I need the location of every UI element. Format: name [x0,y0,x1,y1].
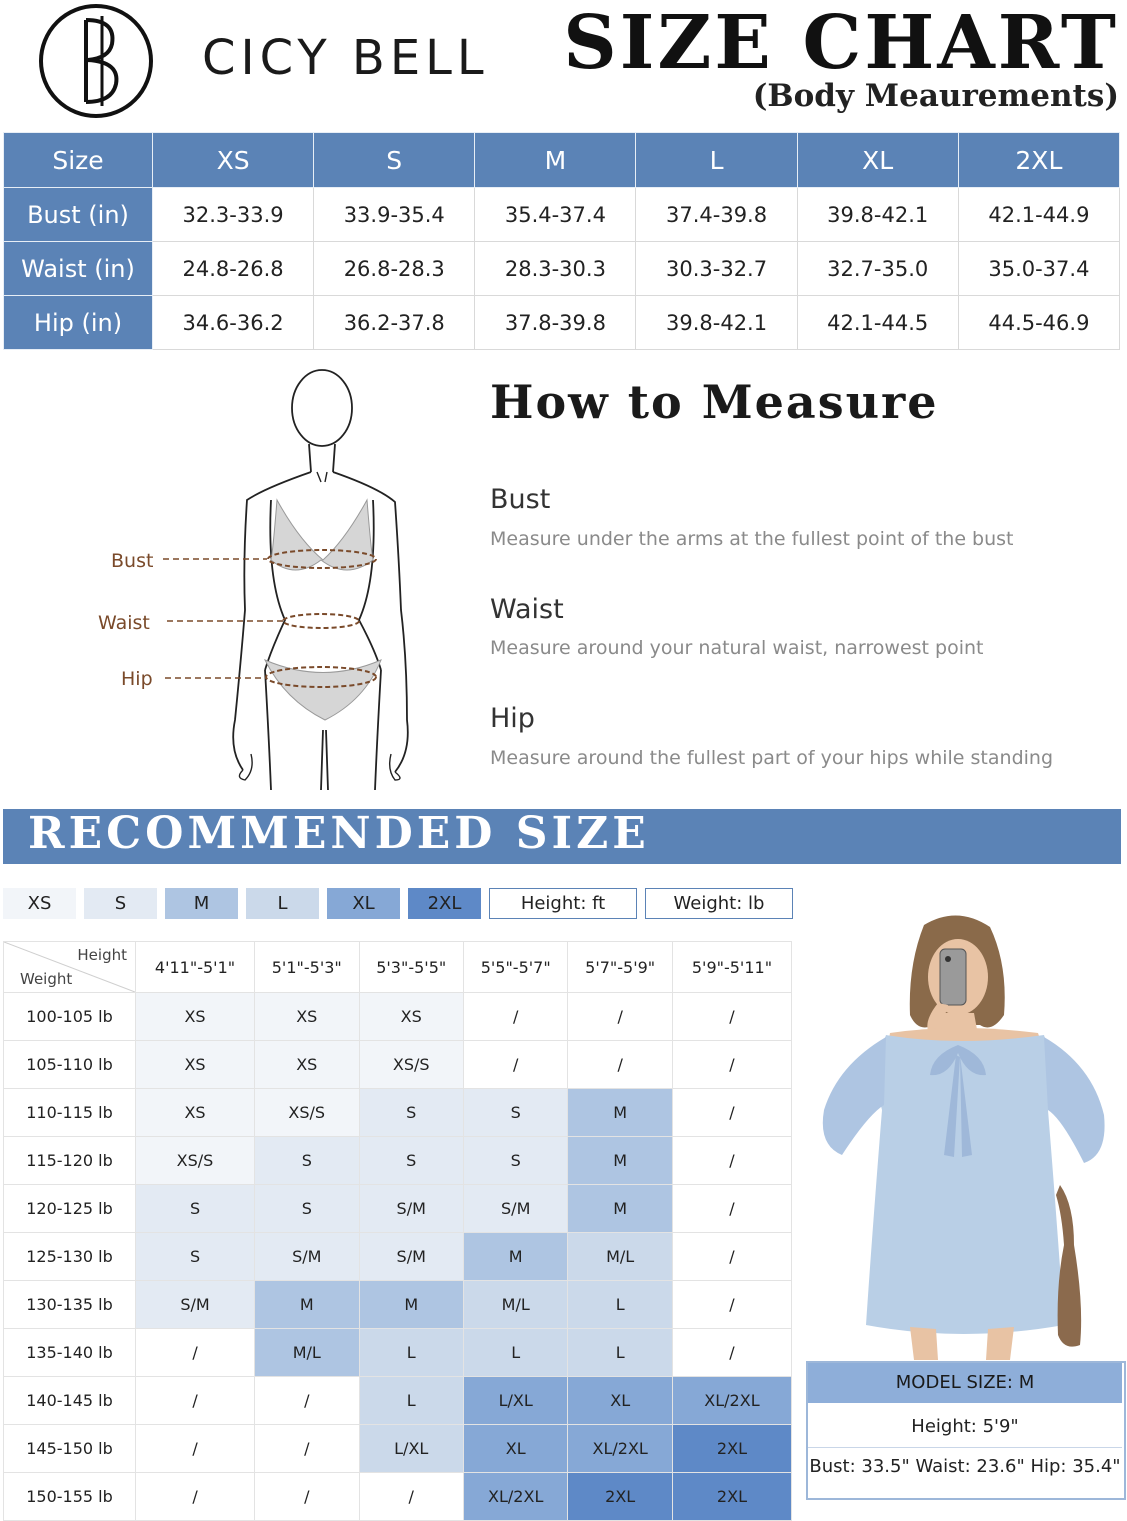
table-cell: 32.7-35.0 [797,242,958,296]
table-cell: 44.5-46.9 [958,296,1119,350]
rec-header-row [4,942,792,993]
size-header-xl: XL [797,133,958,188]
table-cell: / [255,1377,359,1425]
table-cell: L/XL [359,1425,463,1473]
table-cell: S [359,1089,463,1137]
table-cell: M/L [568,1233,672,1281]
table-row [4,1185,792,1233]
table-row [4,993,792,1041]
table-cell: / [463,1041,567,1089]
table-cell: L [359,1377,463,1425]
size-table-header-row [4,133,1120,188]
table-cell: / [672,1329,791,1377]
table-cell: / [672,1137,791,1185]
table-cell: / [136,1473,255,1521]
weight-label: 115-120 lb [4,1137,136,1185]
table-row [4,1473,792,1521]
table-cell: M [359,1281,463,1329]
measure-hip-heading: Hip [490,703,535,734]
table-cell: 30.3-32.7 [636,242,797,296]
table-cell: L [568,1281,672,1329]
table-cell: 42.1-44.9 [958,188,1119,242]
table-row [4,1233,792,1281]
table-cell: 28.3-30.3 [475,242,636,296]
legend-m: M [165,888,238,919]
table-cell: S/M [463,1185,567,1233]
table-row [4,1425,792,1473]
table-cell: / [463,993,567,1041]
rec-corner-cell [4,942,136,993]
weight-label: 135-140 lb [4,1329,136,1377]
table-row [4,1089,792,1137]
table-cell: S/M [255,1233,359,1281]
brand-name: CICY BELL [202,30,489,86]
size-table-row-bust [4,188,1120,242]
table-cell: 26.8-28.3 [314,242,475,296]
height-header: 4'11"-5'1" [136,942,255,993]
height-header: 5'3"-5'5" [359,942,463,993]
table-cell: / [136,1329,255,1377]
measure-waist-heading: Waist [490,594,564,625]
table-cell: / [672,1185,791,1233]
table-cell: XS [136,1089,255,1137]
table-cell: / [136,1425,255,1473]
figure-label-waist: Waist [98,612,150,634]
table-cell: XS [136,1041,255,1089]
table-cell: 39.8-42.1 [797,188,958,242]
model-size-title: MODEL SIZE: M [808,1363,1122,1403]
table-cell: M [255,1281,359,1329]
figure-label-hip: Hip [121,668,153,690]
table-cell: XS [255,993,359,1041]
brand-logo-icon [36,2,158,120]
weight-label: 130-135 lb [4,1281,136,1329]
size-header-s: S [314,133,475,188]
table-cell: L [463,1329,567,1377]
table-cell: S [136,1233,255,1281]
table-cell: 34.6-36.2 [153,296,314,350]
table-cell: 39.8-42.1 [636,296,797,350]
table-cell: / [136,1377,255,1425]
table-cell: 2XL [672,1425,791,1473]
recommended-title: RECOMMENDED SIZE [28,808,650,859]
height-header: 5'5"-5'7" [463,942,567,993]
table-cell: M [568,1137,672,1185]
table-cell: S/M [136,1281,255,1329]
legend-xl: XL [327,888,400,919]
table-row [4,1281,792,1329]
table-cell: / [672,1041,791,1089]
table-cell: XS/S [136,1137,255,1185]
measure-bust-heading: Bust [490,484,551,515]
table-cell: S [255,1137,359,1185]
table-row [4,1377,792,1425]
table-cell: / [568,993,672,1041]
table-cell: 35.0-37.4 [958,242,1119,296]
table-cell: 2XL [568,1473,672,1521]
body-measurement-figure [95,360,425,790]
rec-corner-height: Height [77,946,127,964]
table-cell: S [255,1185,359,1233]
table-cell: M/L [255,1329,359,1377]
rec-corner-weight: Weight [20,970,73,988]
table-cell: / [359,1473,463,1521]
table-cell: / [672,1089,791,1137]
table-cell: 42.1-44.5 [797,296,958,350]
table-cell: S [463,1089,567,1137]
height-header: 5'7"-5'9" [568,942,672,993]
table-cell: / [672,993,791,1041]
weight-label: 105-110 lb [4,1041,136,1089]
measure-waist-desc: Measure around your natural waist, narrowest point [490,637,984,659]
size-table-row-waist [4,242,1120,296]
row-label-bust: Bust (in) [4,188,153,242]
table-cell: M [568,1185,672,1233]
table-cell: XS [136,993,255,1041]
table-cell: S/M [359,1233,463,1281]
table-row [4,1041,792,1089]
table-cell: 37.4-39.8 [636,188,797,242]
table-cell: / [255,1473,359,1521]
legend-xs: XS [3,888,76,919]
table-cell: L/XL [463,1377,567,1425]
table-cell: S [359,1137,463,1185]
table-cell: M [568,1089,672,1137]
row-label-waist: Waist (in) [4,242,153,296]
table-cell: M/L [463,1281,567,1329]
size-table-row-hip [4,296,1120,350]
legend-2xl: 2XL [408,888,481,919]
height-header: 5'9"-5'11" [672,942,791,993]
measure-hip-desc: Measure around the fullest part of your hips while standing [490,747,1054,769]
legend-s: S [84,888,157,919]
height-header: 5'1"-5'3" [255,942,359,993]
table-cell: XS/S [359,1041,463,1089]
measure-bust-desc: Measure under the arms at the fullest point of the bust [490,528,1014,550]
size-header-2xl: 2XL [958,133,1119,188]
model-divider [808,1447,1122,1448]
table-cell: XL/2XL [568,1425,672,1473]
model-measurements: Bust: 33.5" Waist: 23.6" Hip: 35.4" [809,1456,1121,1477]
table-cell: 33.9-35.4 [314,188,475,242]
weight-label: 145-150 lb [4,1425,136,1473]
figure-label-bust: Bust [111,550,154,572]
table-row [4,1329,792,1377]
table-row [4,1137,792,1185]
table-cell: L [568,1329,672,1377]
table-cell: / [568,1041,672,1089]
table-cell: XS [359,993,463,1041]
size-table-corner: Size [4,133,153,188]
weight-label: 100-105 lb [4,993,136,1041]
table-cell: S [463,1137,567,1185]
table-cell: 37.8-39.8 [475,296,636,350]
table-cell: XS/S [255,1089,359,1137]
size-header-m: M [475,133,636,188]
table-cell: 2XL [672,1473,791,1521]
model-photo [812,905,1112,1360]
weight-label: 150-155 lb [4,1473,136,1521]
page-subtitle: (Body Meaurements) [752,78,1119,114]
legend-weight-unit: Weight: lb [645,888,793,919]
table-cell: XL/2XL [672,1377,791,1425]
table-cell: / [672,1281,791,1329]
table-cell: 32.3-33.9 [153,188,314,242]
weight-label: 120-125 lb [4,1185,136,1233]
recommended-size-table [3,941,792,1521]
model-height: Height: 5'9" [911,1416,1019,1437]
legend-height-unit: Height: ft [489,888,637,919]
table-cell: M [463,1233,567,1281]
weight-label: 110-115 lb [4,1089,136,1137]
size-header-xs: XS [153,133,314,188]
weight-label: 140-145 lb [4,1377,136,1425]
how-to-measure-title: How to Measure [490,375,939,429]
table-cell: / [255,1425,359,1473]
table-cell: 24.8-26.8 [153,242,314,296]
table-cell: XL [568,1377,672,1425]
table-cell: / [672,1233,791,1281]
table-cell: XS [255,1041,359,1089]
table-cell: L [359,1329,463,1377]
page-title: SIZE CHART [563,0,1119,86]
table-cell: XL/2XL [463,1473,567,1521]
weight-label: 125-130 lb [4,1233,136,1281]
table-cell: S [136,1185,255,1233]
legend-l: L [246,888,319,919]
row-label-hip: Hip (in) [4,296,153,350]
size-table [3,132,1120,350]
table-cell: 36.2-37.8 [314,296,475,350]
table-cell: XL [463,1425,567,1473]
table-cell: 35.4-37.4 [475,188,636,242]
size-header-l: L [636,133,797,188]
table-cell: S/M [359,1185,463,1233]
